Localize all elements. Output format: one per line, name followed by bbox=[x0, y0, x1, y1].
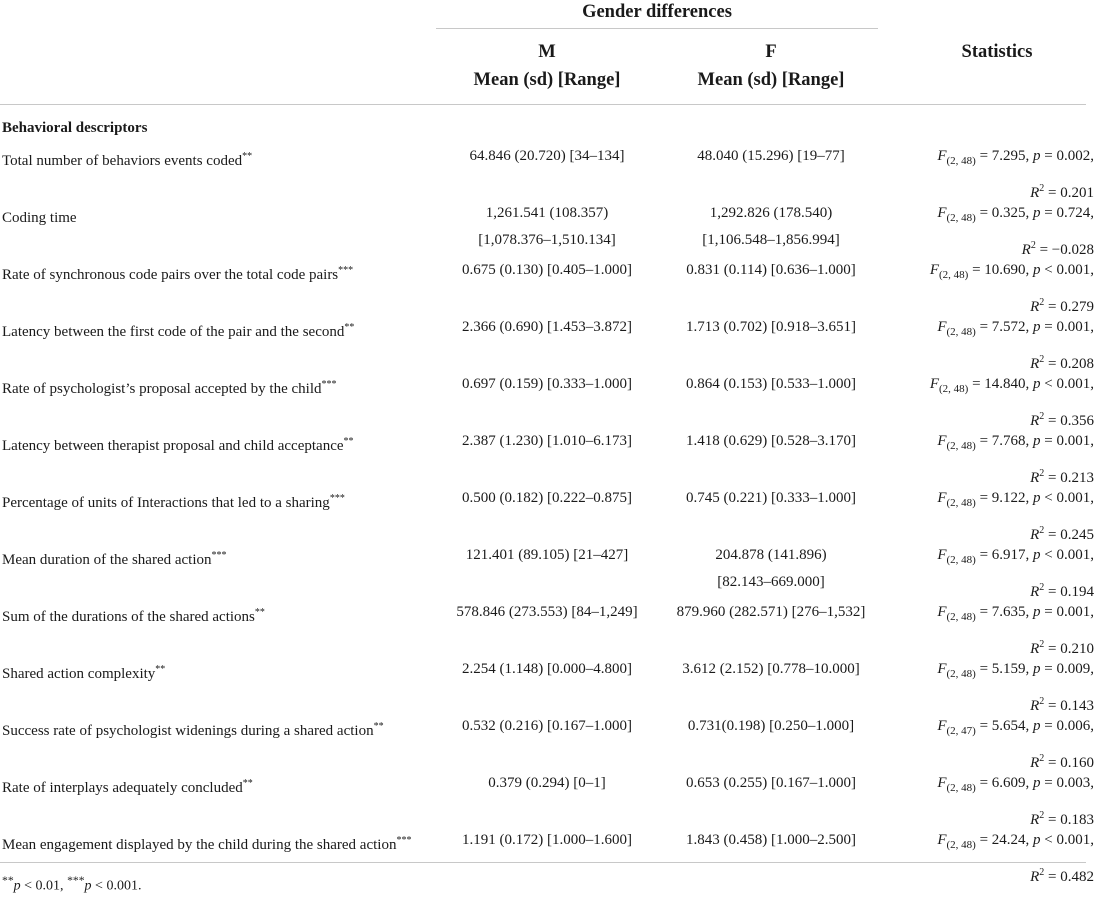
section-title: Behavioral descriptors bbox=[2, 120, 148, 136]
f-value-line: 204.878 (141.896) bbox=[715, 547, 827, 563]
f-test-line bbox=[900, 485, 1094, 517]
f-test-line bbox=[900, 314, 1094, 346]
f-column-header bbox=[660, 38, 882, 94]
header-rule bbox=[0, 104, 1086, 105]
f-symbol: F bbox=[937, 718, 947, 734]
r-squared-exp: 2 bbox=[1039, 297, 1045, 308]
r2-value: = 0.160 bbox=[1044, 755, 1094, 771]
p-value: = 0.724, bbox=[1040, 205, 1094, 221]
f-value-line: 879.960 (282.571) [276–1,532] bbox=[676, 604, 866, 620]
row-label-text: Mean engagement displayed by the child during the shared action bbox=[2, 837, 397, 853]
row-label-text: Coding time bbox=[2, 210, 77, 226]
row-label-text: Mean duration of the shared action bbox=[2, 552, 212, 568]
footnote-value-2: < 0.001. bbox=[91, 878, 142, 894]
p-value: < 0.001, bbox=[1040, 490, 1094, 506]
bottom-rule bbox=[0, 862, 1086, 863]
r-squared-exp: 2 bbox=[1039, 468, 1045, 479]
f-test-line bbox=[900, 143, 1094, 175]
f-value bbox=[660, 371, 882, 398]
r-symbol: R bbox=[1030, 527, 1040, 543]
p-symbol: p bbox=[1033, 262, 1041, 278]
degrees-of-freedom: (2, 48) bbox=[946, 212, 976, 224]
degrees-of-freedom: (2, 48) bbox=[946, 611, 976, 623]
m-value bbox=[436, 371, 658, 398]
r2-value: = 0.143 bbox=[1044, 698, 1094, 714]
degrees-of-freedom: (2, 48) bbox=[946, 326, 976, 338]
f-symbol: F bbox=[937, 490, 947, 506]
f-statistic: = 7.572, bbox=[975, 319, 1034, 335]
row-label bbox=[2, 314, 354, 346]
m-value bbox=[436, 599, 658, 626]
f-test-line bbox=[900, 371, 1094, 403]
significance-mark: ** bbox=[242, 151, 253, 162]
r-squared-exp: 2 bbox=[1039, 354, 1045, 365]
f-statistic: = 5.654, bbox=[975, 718, 1034, 734]
statistics-header: Statistics bbox=[961, 42, 1033, 62]
f-symbol: F bbox=[937, 433, 947, 449]
footnote-p-2: p bbox=[84, 878, 92, 894]
f-value bbox=[660, 542, 882, 596]
r-symbol: R bbox=[1030, 185, 1040, 201]
r-symbol: R bbox=[1030, 470, 1040, 486]
statistics-value bbox=[900, 656, 1094, 720]
f-symbol: F bbox=[937, 547, 947, 563]
r2-value: = 0.213 bbox=[1044, 470, 1094, 486]
row-label-text: Rate of interplays adequately concluded bbox=[2, 780, 243, 796]
m-value-line: 1.191 (0.172) [1.000–1.600] bbox=[462, 832, 632, 848]
p-value: = 0.009, bbox=[1040, 661, 1094, 677]
statistics-value bbox=[900, 257, 1094, 321]
row-label bbox=[2, 428, 354, 460]
f-value bbox=[660, 314, 882, 341]
p-symbol: p bbox=[1033, 148, 1041, 164]
statistics-value bbox=[900, 599, 1094, 663]
r2-value: = 0.194 bbox=[1044, 584, 1094, 600]
statistics-value bbox=[900, 713, 1094, 777]
f-statistic: = 6.917, bbox=[975, 547, 1034, 563]
f-value bbox=[660, 200, 882, 254]
f-symbol: F bbox=[929, 262, 939, 278]
m-value bbox=[436, 713, 658, 740]
m-title: M bbox=[538, 42, 556, 62]
r-squared-exp: 2 bbox=[1039, 753, 1045, 764]
r-symbol: R bbox=[1030, 356, 1040, 372]
f-value-line: 0.731(0.198) [0.250–1.000] bbox=[687, 718, 855, 734]
m-value-line: 0.500 (0.182) [0.222–0.875] bbox=[462, 490, 632, 506]
f-subtitle: Mean (sd) [Range] bbox=[697, 70, 845, 90]
f-test-line bbox=[900, 599, 1094, 631]
m-column-header bbox=[436, 38, 658, 94]
p-value: < 0.001, bbox=[1040, 832, 1094, 848]
f-statistic: = 7.768, bbox=[975, 433, 1034, 449]
f-value bbox=[660, 485, 882, 512]
degrees-of-freedom: (2, 48) bbox=[946, 440, 976, 452]
f-value-line: 1.713 (0.702) [0.918–3.651] bbox=[686, 319, 856, 335]
degrees-of-freedom: (2, 48) bbox=[946, 839, 976, 851]
degrees-of-freedom: (2, 48) bbox=[938, 269, 969, 281]
p-symbol: p bbox=[1033, 832, 1041, 848]
r2-line bbox=[900, 859, 1094, 891]
degrees-of-freedom: (2, 47) bbox=[946, 725, 976, 737]
f-value bbox=[660, 428, 882, 455]
r2-value: = 0.201 bbox=[1044, 185, 1094, 201]
row-label-text: Percentage of units of Interactions that led to a sharing bbox=[2, 495, 330, 511]
f-value bbox=[660, 770, 882, 797]
p-symbol: p bbox=[1033, 205, 1041, 221]
f-value bbox=[660, 827, 882, 854]
statistics-value bbox=[900, 143, 1094, 207]
f-value-line: 1,292.826 (178.540) bbox=[709, 205, 833, 221]
f-statistic: = 10.690, bbox=[968, 262, 1034, 278]
f-value-line: 0.745 (0.221) [0.333–1.000] bbox=[686, 490, 856, 506]
footnote bbox=[2, 874, 141, 895]
f-value-line: 0.864 (0.153) [0.533–1.000] bbox=[686, 376, 856, 392]
f-test-line bbox=[900, 827, 1094, 859]
r-squared-exp: 2 bbox=[1039, 183, 1045, 194]
f-symbol: F bbox=[937, 205, 947, 221]
degrees-of-freedom: (2, 48) bbox=[946, 497, 976, 509]
f-statistic: = 6.609, bbox=[975, 775, 1034, 791]
statistics-value bbox=[900, 200, 1094, 264]
f-test-line bbox=[900, 656, 1094, 688]
f-symbol: F bbox=[937, 319, 947, 335]
r-squared-exp: 2 bbox=[1039, 867, 1045, 878]
r-squared-exp: 2 bbox=[1039, 525, 1045, 536]
p-symbol: p bbox=[1033, 433, 1041, 449]
f-title: F bbox=[765, 42, 777, 62]
r2-value: = 0.356 bbox=[1044, 413, 1094, 429]
significance-mark: *** bbox=[396, 835, 412, 846]
p-symbol: p bbox=[1033, 604, 1041, 620]
p-value: = 0.006, bbox=[1040, 718, 1094, 734]
f-symbol: F bbox=[929, 376, 939, 392]
r-symbol: R bbox=[1030, 299, 1040, 315]
f-value-line: 48.040 (15.296) [19–77] bbox=[697, 148, 845, 164]
f-symbol: F bbox=[937, 661, 947, 677]
degrees-of-freedom: (2, 48) bbox=[946, 668, 976, 680]
f-test-line bbox=[900, 713, 1094, 745]
footnote-value-1: < 0.01, bbox=[20, 878, 68, 894]
r-symbol: R bbox=[1021, 242, 1031, 258]
r2-value: = 0.245 bbox=[1044, 527, 1094, 543]
group-header: Gender differences bbox=[582, 2, 732, 22]
f-test-line bbox=[900, 257, 1094, 289]
statistics-value bbox=[900, 770, 1094, 834]
row-label-text: Sum of the durations of the shared actions bbox=[2, 609, 255, 625]
f-statistic: = 14.840, bbox=[968, 376, 1034, 392]
f-statistic: = 7.635, bbox=[975, 604, 1034, 620]
f-value bbox=[660, 599, 882, 626]
significance-mark: *** bbox=[329, 493, 345, 504]
f-value-line: 0.653 (0.255) [0.167–1.000] bbox=[686, 775, 856, 791]
p-symbol: p bbox=[1033, 376, 1041, 392]
r-squared-exp: 2 bbox=[1039, 582, 1045, 593]
row-label bbox=[2, 770, 253, 802]
p-value: < 0.001, bbox=[1040, 262, 1094, 278]
r-symbol: R bbox=[1030, 641, 1040, 657]
m-subtitle: Mean (sd) [Range] bbox=[473, 70, 621, 90]
r-symbol: R bbox=[1030, 584, 1040, 600]
r2-value: = 0.183 bbox=[1044, 812, 1094, 828]
m-value-line: 0.697 (0.159) [0.333–1.000] bbox=[462, 376, 632, 392]
row-label bbox=[2, 143, 252, 175]
m-value-line: 0.532 (0.216) [0.167–1.000] bbox=[462, 718, 632, 734]
r-squared-exp: 2 bbox=[1039, 696, 1045, 707]
m-value bbox=[436, 428, 658, 455]
f-test-line bbox=[900, 200, 1094, 232]
m-value-line: 2.387 (1.230) [1.010–6.173] bbox=[462, 433, 632, 449]
row-label-text: Latency between the first code of the pair and the second bbox=[2, 324, 345, 340]
r2-value: = −0.028 bbox=[1035, 242, 1094, 258]
m-value-line: [1,078.376–1,510.134] bbox=[478, 232, 616, 248]
f-value-line: 3.612 (2.152) [0.778–10.000] bbox=[682, 661, 860, 677]
p-value: = 0.001, bbox=[1040, 433, 1094, 449]
statistics-value bbox=[900, 542, 1094, 606]
f-value-line: [82.143–669.000] bbox=[717, 574, 825, 590]
row-label bbox=[2, 713, 384, 745]
p-symbol: p bbox=[1033, 547, 1041, 563]
m-value-line: 0.379 (0.294) [0–1] bbox=[488, 775, 606, 791]
f-value-line: [1,106.548–1,856.994] bbox=[702, 232, 840, 248]
f-value bbox=[660, 713, 882, 740]
r2-value: = 0.208 bbox=[1044, 356, 1094, 372]
significance-mark: ** bbox=[344, 322, 355, 333]
m-value bbox=[436, 827, 658, 854]
row-label bbox=[2, 599, 265, 631]
r2-value: = 0.482 bbox=[1044, 869, 1094, 885]
r-squared-exp: 2 bbox=[1039, 639, 1045, 650]
statistics-value bbox=[900, 827, 1094, 891]
row-label bbox=[2, 257, 353, 289]
r-symbol: R bbox=[1030, 869, 1040, 885]
f-value-line: 0.831 (0.114) [0.636–1.000] bbox=[686, 262, 856, 278]
r-symbol: R bbox=[1030, 812, 1040, 828]
p-value: = 0.001, bbox=[1040, 604, 1094, 620]
p-symbol: p bbox=[1033, 661, 1041, 677]
row-label bbox=[2, 542, 227, 574]
m-value bbox=[436, 314, 658, 341]
f-statistic: = 5.159, bbox=[975, 661, 1034, 677]
significance-mark: ** bbox=[242, 778, 253, 789]
f-statistic: = 24.24, bbox=[975, 832, 1034, 848]
significance-mark: ** bbox=[343, 436, 354, 447]
m-value-line: 1,261.541 (108.357) bbox=[485, 205, 609, 221]
f-value-line: 1.843 (0.458) [1.000–2.500] bbox=[686, 832, 856, 848]
f-symbol: F bbox=[937, 604, 947, 620]
m-value bbox=[436, 770, 658, 797]
f-statistic: = 9.122, bbox=[975, 490, 1034, 506]
f-symbol: F bbox=[937, 148, 947, 164]
significance-mark: *** bbox=[338, 265, 354, 276]
m-value-line: 64.846 (20.720) [34–134] bbox=[469, 148, 625, 164]
m-value bbox=[436, 200, 658, 254]
significance-mark: *** bbox=[321, 379, 337, 390]
r-symbol: R bbox=[1030, 413, 1040, 429]
group-underline bbox=[436, 28, 878, 29]
footnote-p-1: p bbox=[13, 878, 21, 894]
p-value: < 0.001, bbox=[1040, 376, 1094, 392]
m-value bbox=[436, 143, 658, 170]
f-value bbox=[660, 656, 882, 683]
f-value-line: 1.418 (0.629) [0.528–3.170] bbox=[686, 433, 856, 449]
significance-mark: ** bbox=[254, 607, 265, 618]
m-value bbox=[436, 656, 658, 683]
m-value-line: 2.254 (1.148) [0.000–4.800] bbox=[462, 661, 632, 677]
row-label-text: Rate of synchronous code pairs over the total code pairs bbox=[2, 267, 339, 283]
p-value: = 0.003, bbox=[1040, 775, 1094, 791]
statistics-value bbox=[900, 371, 1094, 435]
p-value: = 0.001, bbox=[1040, 319, 1094, 335]
row-label bbox=[2, 200, 77, 232]
significance-mark: ** bbox=[155, 664, 166, 675]
footnote-mark-2: *** bbox=[67, 874, 85, 887]
p-value: = 0.002, bbox=[1040, 148, 1094, 164]
row-label-text: Rate of psychologist’s proposal accepted by the child bbox=[2, 381, 322, 397]
f-value bbox=[660, 143, 882, 170]
f-statistic: = 0.325, bbox=[975, 205, 1034, 221]
row-label-text: Shared action complexity bbox=[2, 666, 156, 682]
m-value-line: 2.366 (0.690) [1.453–3.872] bbox=[462, 319, 632, 335]
row-label-text: Total number of behaviors events coded bbox=[2, 153, 243, 169]
m-value-line: 121.401 (89.105) [21–427] bbox=[465, 547, 629, 563]
f-statistic: = 7.295, bbox=[975, 148, 1034, 164]
p-symbol: p bbox=[1033, 490, 1041, 506]
degrees-of-freedom: (2, 48) bbox=[946, 554, 976, 566]
p-symbol: p bbox=[1033, 775, 1041, 791]
row-label bbox=[2, 827, 411, 859]
row-label-text: Success rate of psychologist widenings during a shared action bbox=[2, 723, 374, 739]
statistics-value bbox=[900, 314, 1094, 378]
m-value-line: 0.675 (0.130) [0.405–1.000] bbox=[462, 262, 632, 278]
m-value-line: 578.846 (273.553) [84–1,249] bbox=[456, 604, 638, 620]
f-symbol: F bbox=[937, 832, 947, 848]
f-symbol: F bbox=[937, 775, 947, 791]
statistics-value bbox=[900, 428, 1094, 492]
p-value: < 0.001, bbox=[1040, 547, 1094, 563]
r-squared-exp: 2 bbox=[1039, 411, 1045, 422]
m-value bbox=[436, 257, 658, 284]
r-squared-exp: 2 bbox=[1030, 240, 1036, 251]
row-label bbox=[2, 656, 165, 688]
significance-mark: ** bbox=[373, 721, 384, 732]
row-label bbox=[2, 371, 337, 403]
r-squared-exp: 2 bbox=[1039, 810, 1045, 821]
f-value bbox=[660, 257, 882, 284]
statistics-value bbox=[900, 485, 1094, 549]
f-test-line bbox=[900, 428, 1094, 460]
footnote-mark-1: ** bbox=[2, 874, 14, 887]
r2-value: = 0.210 bbox=[1044, 641, 1094, 657]
p-symbol: p bbox=[1033, 319, 1041, 335]
r2-value: = 0.279 bbox=[1044, 299, 1094, 315]
degrees-of-freedom: (2, 48) bbox=[938, 383, 969, 395]
f-test-line bbox=[900, 770, 1094, 802]
row-label bbox=[2, 485, 345, 517]
r-symbol: R bbox=[1030, 755, 1040, 771]
f-test-line bbox=[900, 542, 1094, 574]
m-value bbox=[436, 542, 658, 569]
degrees-of-freedom: (2, 48) bbox=[946, 782, 976, 794]
m-value bbox=[436, 485, 658, 512]
row-label-text: Latency between therapist proposal and child acceptance bbox=[2, 438, 344, 454]
p-symbol: p bbox=[1033, 718, 1041, 734]
r-symbol: R bbox=[1030, 698, 1040, 714]
significance-mark: *** bbox=[211, 550, 227, 561]
degrees-of-freedom: (2, 48) bbox=[946, 155, 976, 167]
